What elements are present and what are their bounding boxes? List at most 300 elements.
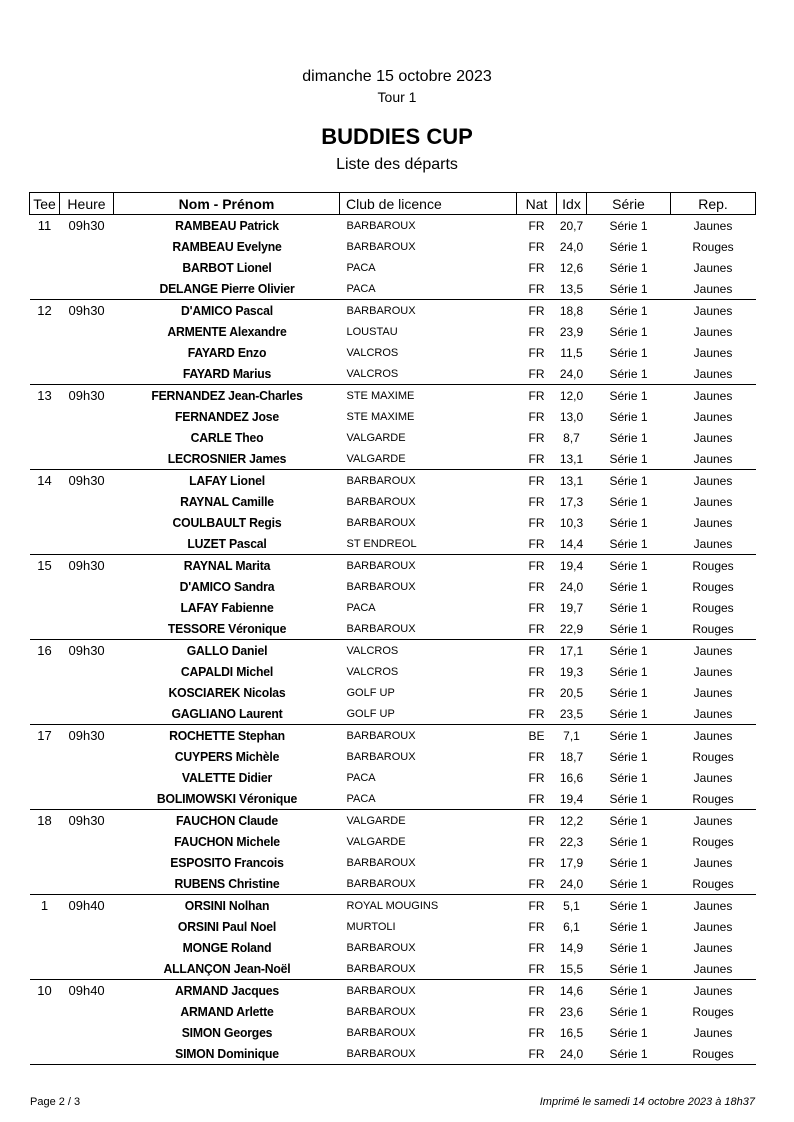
table-row xyxy=(30,895,756,917)
serie-cell: Série 1 xyxy=(609,303,648,318)
page-title: BUDDIES CUP xyxy=(321,124,473,149)
tee-cell xyxy=(30,597,60,618)
nationality-cell: FR xyxy=(528,345,545,360)
tee-cell xyxy=(30,236,60,257)
nationality-cell: FR xyxy=(528,664,545,679)
time-cell: 09h30 xyxy=(68,728,105,743)
time-cell xyxy=(60,321,114,342)
nationality-cell: FR xyxy=(517,448,557,470)
player-name: RAYNAL Marita xyxy=(183,558,270,573)
club-cell: VALCROS xyxy=(340,363,517,385)
serie-cell: Série 1 xyxy=(609,239,648,254)
nationality-cell: FR xyxy=(528,558,545,573)
table-row xyxy=(30,682,756,703)
player-name: BOLIMOWSKI Véronique xyxy=(120,788,332,810)
nationality-cell: FR xyxy=(528,919,545,934)
handicap-index-cell: 20,7 xyxy=(559,218,584,233)
tee-marker-cell: Jaunes xyxy=(693,728,733,743)
table-row xyxy=(30,788,756,810)
player-name: RAMBEAU Patrick xyxy=(174,218,279,233)
nationality-cell: FR xyxy=(528,834,545,849)
tee-cell xyxy=(30,278,60,300)
club-cell: ST ENDREOL xyxy=(340,533,517,555)
nationality-cell: FR xyxy=(528,685,545,700)
page-number: Page 2 / 3 xyxy=(30,1096,81,1108)
nationality-cell: FR xyxy=(528,260,545,275)
table-row xyxy=(30,491,756,512)
time-cell xyxy=(60,788,114,810)
table-row xyxy=(30,406,756,427)
club-cell: BARBAROUX xyxy=(340,1043,517,1065)
handicap-index-cell: 6,1 xyxy=(563,919,580,934)
time-cell xyxy=(60,427,114,448)
serie-cell: Série 1 xyxy=(609,260,648,275)
table-row xyxy=(30,363,756,385)
handicap-index-cell: 14,6 xyxy=(559,983,584,998)
tee-marker-cell: Jaunes xyxy=(693,855,733,870)
tee-marker-cell: Jaunes xyxy=(671,703,756,725)
handicap-index-cell: 24,0 xyxy=(557,363,587,385)
col-header-tee: Tee xyxy=(30,193,60,215)
tee-cell xyxy=(30,342,60,363)
tee-cell: 10 xyxy=(37,983,52,998)
tee-cell: 16 xyxy=(37,643,52,658)
club-cell: BARBAROUX xyxy=(346,856,416,869)
player-name: FAUCHON Michele xyxy=(173,834,280,849)
player-name: CAPALDI Michel xyxy=(180,664,273,679)
nationality-cell: FR xyxy=(517,703,557,725)
tee-marker-cell: Jaunes xyxy=(693,515,733,530)
nationality-cell: FR xyxy=(528,855,545,870)
time-cell: 09h30 xyxy=(68,558,105,573)
club-cell: BARBAROUX xyxy=(346,474,416,487)
club-cell: BARBAROUX xyxy=(346,580,416,593)
table-row xyxy=(30,746,756,767)
serie-cell: Série 1 xyxy=(609,409,648,424)
tee-marker-cell: Jaunes xyxy=(693,303,733,318)
handicap-index-cell: 18,7 xyxy=(559,749,584,764)
table-row xyxy=(30,831,756,852)
handicap-index-cell: 13,1 xyxy=(557,448,587,470)
round-label: Tour 1 xyxy=(377,89,417,105)
time-cell: 09h30 xyxy=(68,813,105,828)
tee-cell xyxy=(30,958,60,980)
table-row xyxy=(30,618,756,640)
serie-cell: Série 1 xyxy=(609,494,648,509)
club-cell: PACA xyxy=(346,261,376,274)
tee-marker-cell: Jaunes xyxy=(693,664,733,679)
club-cell: BARBAROUX xyxy=(346,941,416,954)
club-cell: ROYAL MOUGINS xyxy=(346,899,439,912)
table-row xyxy=(30,555,756,577)
serie-cell: Série 1 xyxy=(587,448,671,470)
serie-cell: Série 1 xyxy=(587,958,671,980)
time-cell xyxy=(60,236,114,257)
tee-cell xyxy=(30,576,60,597)
time-cell xyxy=(60,576,114,597)
tee-cell xyxy=(30,406,60,427)
serie-cell: Série 1 xyxy=(609,430,648,445)
table-row xyxy=(30,640,756,662)
col-header-serie: Série xyxy=(587,193,671,215)
tee-cell xyxy=(30,746,60,767)
tee-cell: 12 xyxy=(37,303,52,318)
table-row xyxy=(30,937,756,958)
time-cell xyxy=(60,831,114,852)
handicap-index-cell: 12,0 xyxy=(559,388,584,403)
col-header-club: Club de licence xyxy=(340,193,517,215)
table-row xyxy=(30,661,756,682)
table-row xyxy=(30,703,756,725)
club-cell: BARBAROUX xyxy=(346,1005,416,1018)
club-cell: VALGARDE xyxy=(346,835,406,848)
tee-cell xyxy=(30,916,60,937)
handicap-index-cell: 12,6 xyxy=(559,260,584,275)
player-name: LAFAY Fabienne xyxy=(179,600,274,615)
tee-cell xyxy=(30,618,60,640)
tee-marker-cell: Jaunes xyxy=(693,260,733,275)
tee-cell: 13 xyxy=(37,388,52,403)
serie-cell: Série 1 xyxy=(609,600,648,615)
tee-marker-cell: Jaunes xyxy=(693,813,733,828)
time-cell: 09h40 xyxy=(68,983,105,998)
handicap-index-cell: 16,5 xyxy=(559,1025,584,1040)
col-header-idx: Idx xyxy=(557,193,587,215)
nationality-cell: FR xyxy=(528,749,545,764)
serie-cell: Série 1 xyxy=(609,770,648,785)
handicap-index-cell: 22,9 xyxy=(557,618,587,640)
table-row xyxy=(30,278,756,300)
table-row xyxy=(30,873,756,895)
nationality-cell: FR xyxy=(528,813,545,828)
handicap-index-cell: 13,1 xyxy=(559,473,584,488)
serie-cell: Série 1 xyxy=(609,643,648,658)
col-header-nat: Nat xyxy=(517,193,557,215)
tee-marker-cell: Rouges xyxy=(671,788,756,810)
serie-cell: Série 1 xyxy=(587,363,671,385)
time-cell xyxy=(60,852,114,873)
table-row xyxy=(30,725,756,747)
page-subtitle: Liste des départs xyxy=(336,156,458,173)
club-cell: VALGARDE xyxy=(346,431,406,444)
tee-marker-cell: Rouges xyxy=(692,579,734,594)
player-name: RAYNAL Camille xyxy=(179,494,274,509)
nationality-cell: FR xyxy=(528,940,545,955)
handicap-index-cell: 10,3 xyxy=(559,515,584,530)
tee-marker-cell: Jaunes xyxy=(693,1025,733,1040)
time-cell xyxy=(60,512,114,533)
table-row xyxy=(30,767,756,788)
tee-marker-cell: Jaunes xyxy=(693,898,733,913)
tee-cell xyxy=(30,448,60,470)
handicap-index-cell: 23,6 xyxy=(559,1004,584,1019)
serie-cell: Série 1 xyxy=(609,728,648,743)
club-cell: PACA xyxy=(346,771,376,784)
tee-cell xyxy=(30,1043,60,1065)
serie-cell: Série 1 xyxy=(587,703,671,725)
table-row xyxy=(30,533,756,555)
tee-marker-cell: Jaunes xyxy=(693,685,733,700)
time-cell xyxy=(60,661,114,682)
tee-marker-cell: Rouges xyxy=(671,1043,756,1065)
club-cell: BARBAROUX xyxy=(346,219,416,232)
tee-marker-cell: Jaunes xyxy=(693,473,733,488)
serie-cell: Série 1 xyxy=(609,919,648,934)
tee-cell xyxy=(30,937,60,958)
handicap-index-cell: 5,1 xyxy=(563,898,580,913)
tee-marker-cell: Jaunes xyxy=(693,409,733,424)
tee-marker-cell: Rouges xyxy=(671,873,756,895)
player-name: RUBENS Christine xyxy=(120,873,332,895)
serie-cell: Série 1 xyxy=(609,685,648,700)
table-row xyxy=(30,958,756,980)
player-name: FERNANDEZ Jose xyxy=(174,409,279,424)
tee-marker-cell: Jaunes xyxy=(671,958,756,980)
player-name: MONGE Roland xyxy=(182,940,271,955)
tee-marker-cell: Rouges xyxy=(692,600,734,615)
serie-cell: Série 1 xyxy=(609,515,648,530)
nationality-cell: FR xyxy=(528,388,545,403)
handicap-index-cell: 14,9 xyxy=(559,940,584,955)
player-name: VALETTE Didier xyxy=(181,770,272,785)
nationality-cell: FR xyxy=(517,363,557,385)
handicap-index-cell: 20,5 xyxy=(559,685,584,700)
serie-cell: Série 1 xyxy=(609,1025,648,1040)
club-cell: PACA xyxy=(340,278,517,300)
tee-marker-cell: Jaunes xyxy=(693,983,733,998)
handicap-index-cell: 23,5 xyxy=(557,703,587,725)
serie-cell: Série 1 xyxy=(609,664,648,679)
time-cell xyxy=(60,1001,114,1022)
club-cell: BARBAROUX xyxy=(346,559,416,572)
tee-cell xyxy=(30,1001,60,1022)
time-cell xyxy=(60,958,114,980)
tee-cell: 14 xyxy=(37,473,52,488)
table-row xyxy=(30,427,756,448)
handicap-index-cell: 19,4 xyxy=(559,558,584,573)
time-cell: 09h40 xyxy=(68,898,105,913)
player-name: LAFAY Lionel xyxy=(188,473,265,488)
time-cell: 09h30 xyxy=(68,473,105,488)
serie-cell: Série 1 xyxy=(609,813,648,828)
tee-cell: 1 xyxy=(40,898,49,913)
table-row xyxy=(30,1043,756,1065)
tee-marker-cell: Jaunes xyxy=(693,940,733,955)
serie-cell: Série 1 xyxy=(587,788,671,810)
player-name: DELANGE Pierre Olivier xyxy=(120,278,332,300)
club-cell: GOLF UP xyxy=(346,686,395,699)
club-cell: BARBAROUX xyxy=(346,729,416,742)
club-cell: BARBAROUX xyxy=(346,516,416,529)
player-name: FAYARD Enzo xyxy=(187,345,266,360)
tee-marker-cell: Jaunes xyxy=(693,770,733,785)
handicap-index-cell: 7,1 xyxy=(563,728,580,743)
nationality-cell: FR xyxy=(528,473,545,488)
tee-cell xyxy=(30,533,60,555)
time-cell xyxy=(60,363,114,385)
tee-cell xyxy=(30,1022,60,1043)
player-name: ARMENTE Alexandre xyxy=(166,324,287,339)
player-name: ORSINI Paul Noel xyxy=(177,919,276,934)
tee-marker-cell: Jaunes xyxy=(671,363,756,385)
handicap-index-cell: 8,7 xyxy=(563,430,580,445)
nationality-cell: FR xyxy=(528,515,545,530)
serie-cell: Série 1 xyxy=(609,218,648,233)
tee-cell xyxy=(30,427,60,448)
table-row xyxy=(30,1022,756,1043)
serie-cell: Série 1 xyxy=(609,473,648,488)
nationality-cell: FR xyxy=(528,303,545,318)
nationality-cell: FR xyxy=(528,409,545,424)
nationality-cell: FR xyxy=(517,533,557,555)
tee-marker-cell: Rouges xyxy=(692,558,734,573)
tee-cell: 17 xyxy=(37,728,52,743)
table-row xyxy=(30,342,756,363)
player-name: GAGLIANO Laurent xyxy=(120,703,332,725)
serie-cell: Série 1 xyxy=(587,873,671,895)
player-name: LECROSNIER James xyxy=(120,448,332,470)
club-cell: VALGARDE xyxy=(340,448,517,470)
nationality-cell: FR xyxy=(517,278,557,300)
serie-cell: Série 1 xyxy=(587,533,671,555)
nationality-cell: FR xyxy=(528,218,545,233)
nationality-cell: FR xyxy=(517,788,557,810)
nationality-cell: FR xyxy=(528,898,545,913)
club-cell: BARBAROUX xyxy=(340,958,517,980)
table-row xyxy=(30,257,756,278)
club-cell: BARBAROUX xyxy=(346,1026,416,1039)
handicap-index-cell: 19,3 xyxy=(559,664,584,679)
time-cell xyxy=(60,1022,114,1043)
time-cell xyxy=(60,448,114,470)
table-row xyxy=(30,576,756,597)
time-cell xyxy=(60,873,114,895)
club-cell: MURTOLI xyxy=(346,920,396,933)
time-cell: 09h30 xyxy=(68,388,105,403)
nationality-cell: FR xyxy=(517,618,557,640)
player-name: CARLE Theo xyxy=(190,430,263,445)
nationality-cell: FR xyxy=(528,494,545,509)
time-cell xyxy=(60,937,114,958)
tee-cell xyxy=(30,767,60,788)
player-name: GALLO Daniel xyxy=(186,643,267,658)
table-row xyxy=(30,470,756,492)
time-cell: 09h30 xyxy=(68,303,105,318)
player-name: TESSORE Véronique xyxy=(120,618,332,640)
tee-cell xyxy=(30,873,60,895)
serie-cell: Série 1 xyxy=(587,1043,671,1065)
tee-marker-cell: Jaunes xyxy=(693,494,733,509)
tee-marker-cell: Rouges xyxy=(692,834,734,849)
table-row xyxy=(30,236,756,257)
serie-cell: Série 1 xyxy=(587,278,671,300)
tee-cell xyxy=(30,682,60,703)
time-cell xyxy=(60,682,114,703)
tee-cell: 11 xyxy=(37,218,52,233)
tee-marker-cell: Jaunes xyxy=(693,345,733,360)
serie-cell: Série 1 xyxy=(609,855,648,870)
serie-cell: Série 1 xyxy=(609,345,648,360)
handicap-index-cell: 24,0 xyxy=(557,873,587,895)
table-row xyxy=(30,810,756,832)
time-cell xyxy=(60,1043,114,1065)
col-header-time: Heure xyxy=(60,193,114,215)
event-date: dimanche 15 octobre 2023 xyxy=(302,68,492,85)
handicap-index-cell: 17,9 xyxy=(559,855,584,870)
tee-marker-cell: Jaunes xyxy=(693,430,733,445)
nationality-cell: FR xyxy=(517,958,557,980)
table-body xyxy=(30,215,756,1065)
table-row xyxy=(30,597,756,618)
nationality-cell: FR xyxy=(528,770,545,785)
player-name: RAMBEAU Evelyne xyxy=(171,239,282,254)
table-row xyxy=(30,980,756,1002)
time-cell xyxy=(60,533,114,555)
player-name: FAUCHON Claude xyxy=(175,813,278,828)
nationality-cell: FR xyxy=(528,579,545,594)
player-name: ALLANÇON Jean-Noël xyxy=(120,958,332,980)
table-row xyxy=(30,916,756,937)
tee-cell: 18 xyxy=(37,813,52,828)
serie-cell: Série 1 xyxy=(609,898,648,913)
player-name: LUZET Pascal xyxy=(120,533,332,555)
time-cell xyxy=(60,746,114,767)
handicap-index-cell: 22,3 xyxy=(559,834,584,849)
handicap-index-cell: 14,4 xyxy=(557,533,587,555)
player-name: KOSCIAREK Nicolas xyxy=(167,685,286,700)
nationality-cell: FR xyxy=(528,324,545,339)
serie-cell: Série 1 xyxy=(609,834,648,849)
time-cell xyxy=(60,278,114,300)
handicap-index-cell: 11,5 xyxy=(560,345,583,360)
nationality-cell: FR xyxy=(528,600,545,615)
club-cell: BARBAROUX xyxy=(346,304,416,317)
player-name: ARMAND Jacques xyxy=(174,983,279,998)
club-cell: VALCROS xyxy=(346,346,399,359)
tee-marker-cell: Jaunes xyxy=(693,324,733,339)
print-timestamp: Imprimé le samedi 14 octobre 2023 à 18h37 xyxy=(539,1096,755,1108)
tee-marker-cell: Jaunes xyxy=(693,919,733,934)
player-name: ESPOSITO Francois xyxy=(169,855,284,870)
club-cell: VALGARDE xyxy=(346,814,406,827)
handicap-index-cell: 18,8 xyxy=(559,303,584,318)
table-row xyxy=(30,852,756,873)
player-name: ARMAND Arlette xyxy=(179,1004,274,1019)
handicap-index-cell: 17,1 xyxy=(559,643,584,658)
time-cell xyxy=(60,703,114,725)
serie-cell: Série 1 xyxy=(609,579,648,594)
tee-marker-cell: Rouges xyxy=(692,1004,734,1019)
nationality-cell: FR xyxy=(528,430,545,445)
nationality-cell: FR xyxy=(528,239,545,254)
time-cell xyxy=(60,342,114,363)
col-header-name: Nom - Prénom xyxy=(114,193,340,215)
handicap-index-cell: 17,3 xyxy=(559,494,584,509)
handicap-index-cell: 24,0 xyxy=(559,579,584,594)
tee-cell xyxy=(30,788,60,810)
player-name: BARBOT Lionel xyxy=(181,260,272,275)
tee-marker-cell: Jaunes xyxy=(693,643,733,658)
club-cell: BARBAROUX xyxy=(346,984,416,997)
handicap-index-cell: 16,6 xyxy=(559,770,584,785)
col-header-rep: Rep. xyxy=(671,193,756,215)
tee-cell xyxy=(30,831,60,852)
time-cell xyxy=(60,406,114,427)
tee-cell xyxy=(30,703,60,725)
nationality-cell: FR xyxy=(517,1043,557,1065)
nationality-cell: FR xyxy=(517,873,557,895)
nationality-cell: FR xyxy=(528,1025,545,1040)
